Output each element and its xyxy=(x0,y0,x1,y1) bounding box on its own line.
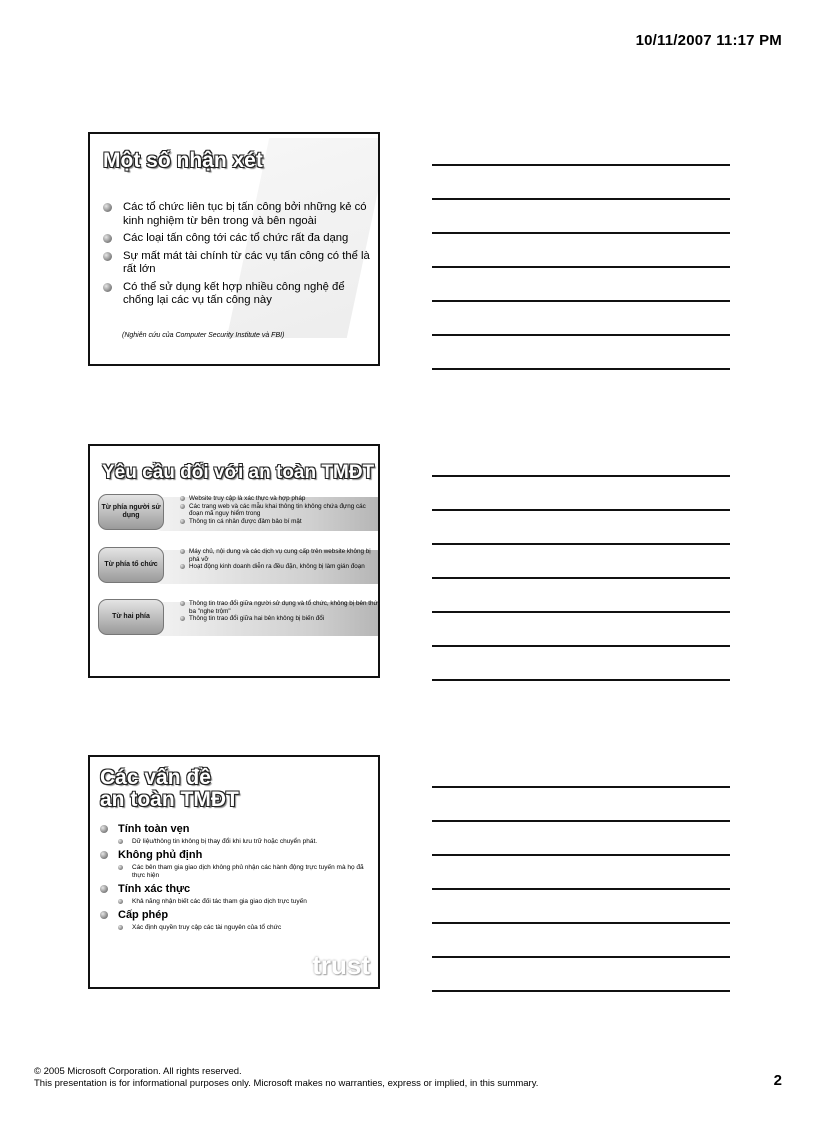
requirement-label: Từ hai phía xyxy=(98,599,164,635)
bullet-text: Website truy cập là xác thực và hợp pháp xyxy=(189,495,306,502)
sub-list-item xyxy=(118,864,370,880)
bullet-text: Thông tin trao đổi giữa hai bên không bị biến đổi xyxy=(189,615,325,623)
bullet-text: Các tổ chức liên tục bị tấn công bởi những kẻ có kinh nghiệm từ bên trong và bên ngoài xyxy=(123,201,367,227)
sub-bullet-text: Dữ liệu/thông tin không bị thay đổi khi lưu trữ hoặc chuyển phát. xyxy=(132,838,318,845)
list-item xyxy=(103,250,371,277)
source-note: (Nghiên cứu của Computer Security Institute và FBI) xyxy=(122,332,285,339)
slide-title: Một số nhận xét xyxy=(103,149,263,172)
list-item xyxy=(103,281,371,308)
sub-bullet-text: Khả năng nhận biết các đối tác tham gia giao dịch trực tuyến xyxy=(132,898,307,905)
list-item xyxy=(180,563,380,571)
note-line xyxy=(432,543,730,545)
list-item xyxy=(100,883,370,906)
note-line xyxy=(432,786,730,788)
footer xyxy=(34,1066,538,1090)
requirement-items xyxy=(180,548,380,571)
sub-bullet-icon xyxy=(118,839,123,844)
bullet-icon xyxy=(103,283,112,292)
bullet-icon xyxy=(100,885,108,893)
requirement-items xyxy=(180,600,380,623)
list-item xyxy=(180,600,380,615)
page-number: 2 xyxy=(773,1072,782,1089)
slide-title: Yêu cầu đối với an toàn TMĐT xyxy=(102,462,375,483)
note-line xyxy=(432,990,730,992)
list-item xyxy=(100,823,370,846)
slide-title-line2: an toàn TMĐT xyxy=(100,788,239,811)
requirement-label: Từ phía tổ chức xyxy=(98,547,164,583)
sub-list-item xyxy=(118,838,370,846)
note-line xyxy=(432,577,730,579)
list-item xyxy=(180,503,380,518)
bullet-text: Thông tin cá nhân được đảm bảo bí mật xyxy=(189,517,302,525)
copyright-text: © 2005 Microsoft Corporation. All rights reserved. xyxy=(34,1066,242,1077)
list-item xyxy=(180,518,380,526)
slide-thumbnail-3 xyxy=(88,755,380,989)
note-line xyxy=(432,334,730,336)
note-line xyxy=(432,645,730,647)
note-line xyxy=(432,300,730,302)
bullet-icon xyxy=(103,252,112,261)
bullet-icon xyxy=(180,601,185,606)
list-item xyxy=(100,909,370,932)
requirement-row-user xyxy=(98,494,380,532)
sub-list-item xyxy=(118,924,370,932)
bullet-icon xyxy=(103,234,112,243)
requirement-items xyxy=(180,495,380,525)
list-item xyxy=(180,615,380,623)
note-line xyxy=(432,266,730,268)
note-line xyxy=(432,475,730,477)
slide-title-line1: Các vấn đề xyxy=(100,766,211,789)
bullet-list xyxy=(103,201,371,312)
note-line xyxy=(432,232,730,234)
bullet-icon xyxy=(180,519,185,524)
note-line xyxy=(432,611,730,613)
sub-bullet-text: Xác định quyền truy cập các tài nguyên của tổ chức xyxy=(132,924,282,931)
list-item xyxy=(100,849,370,880)
list-item xyxy=(180,495,380,503)
bullet-text: Các trang web và các mẫu khai thông tin không chứa đựng các đoạn mã nguy hiểm trong xyxy=(189,502,366,518)
bullet-heading: Tính xác thực xyxy=(118,883,191,895)
trust-watermark: trust xyxy=(312,950,370,980)
bullet-heading: Không phủ định xyxy=(118,849,203,861)
list-item xyxy=(103,232,371,246)
bullet-icon xyxy=(180,616,185,621)
bullet-list xyxy=(100,823,370,935)
sub-bullet-icon xyxy=(118,899,123,904)
note-line xyxy=(432,198,730,200)
bullet-text: Máy chủ, nội dung và các dịch vụ cung cấp trên website không bị phá vỡ xyxy=(189,548,371,563)
sub-list-item xyxy=(118,898,370,906)
sub-bullet-text: Các bên tham gia giao dịch không phủ nhận các hành động trực tuyến mà họ đã thực hiện xyxy=(132,864,364,879)
note-line xyxy=(432,509,730,511)
slide-thumbnail-2 xyxy=(88,444,380,678)
note-line xyxy=(432,820,730,822)
bullet-icon xyxy=(100,825,108,833)
bullet-heading: Cấp phép xyxy=(118,909,169,921)
note-line xyxy=(432,922,730,924)
slide-title xyxy=(100,767,239,811)
bullet-icon xyxy=(100,851,108,859)
list-item xyxy=(103,201,371,228)
bullet-icon xyxy=(180,564,185,569)
bullet-icon xyxy=(180,496,185,501)
note-line xyxy=(432,164,730,166)
note-line xyxy=(432,888,730,890)
print-datetime: 10/11/2007 11:17 PM xyxy=(635,32,782,49)
bullet-text: Các loại tấn công tới các tổ chức rất đa dạng xyxy=(123,232,349,244)
note-line xyxy=(432,679,730,681)
bullet-text: Hoạt động kinh doanh diễn ra đều đặn, không bị làm gián đoạn xyxy=(189,563,365,571)
requirement-row-organization xyxy=(98,547,380,585)
slide-thumbnail-1 xyxy=(88,132,380,366)
requirement-label: Từ phía người sử dụng xyxy=(98,494,164,530)
bullet-text: Thông tin trao đổi giữa người sử dụng và tổ chức, không bị bên thứ ba "nghe trộm" xyxy=(189,600,378,615)
list-item xyxy=(180,548,380,563)
bullet-icon xyxy=(100,911,108,919)
bullet-text: Có thể sử dụng kết hợp nhiều công nghệ để chống lại các vụ tấn công này xyxy=(123,280,345,306)
bullet-text: Sự mất mát tài chính từ các vụ tấn công có thể là rất lớn xyxy=(123,249,370,275)
bullet-icon xyxy=(180,504,185,509)
sub-bullet-icon xyxy=(118,865,123,870)
bullet-icon xyxy=(180,549,185,554)
note-line xyxy=(432,368,730,370)
requirement-row-both xyxy=(98,599,380,637)
disclaimer-text: This presentation is for informational purposes only. Microsoft makes no warranties, express or implied, in this summary. xyxy=(34,1078,539,1089)
bullet-heading: Tính toàn vẹn xyxy=(118,823,190,835)
note-line xyxy=(432,854,730,856)
sub-bullet-icon xyxy=(118,925,123,930)
note-line xyxy=(432,956,730,958)
bullet-icon xyxy=(103,203,112,212)
